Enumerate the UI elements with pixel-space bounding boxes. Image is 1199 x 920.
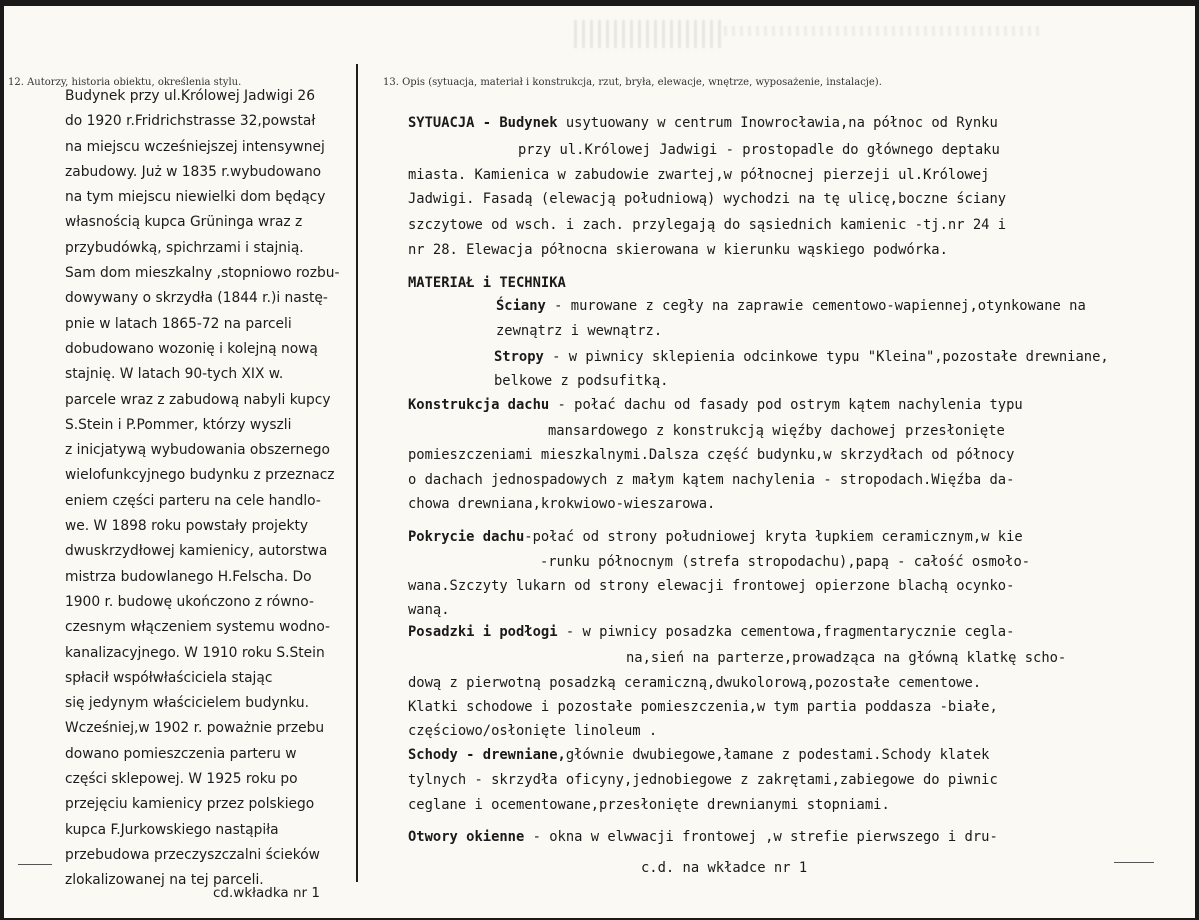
description-line: [496, 297, 1086, 315]
description-text-span: - murowane z cegły na zaprawie cementowo-wapiennej,otynkowane na: [545, 298, 1086, 314]
history-line: części sklepowej. W 1925 roku po: [65, 771, 298, 788]
history-line: spłacił współwłaściciela stając: [65, 669, 273, 686]
history-line: Budynek przy ul.Królowej Jadwigi 26: [65, 88, 315, 104]
history-line: mistrza budowlanego H.Felscha. Do: [65, 568, 312, 585]
history-line: dowano pomieszczenia parteru w: [65, 745, 297, 762]
description-text-span: usytuowany w centrum Inowrocławia,na północ od Rynku: [557, 115, 998, 131]
description-line: [626, 649, 1066, 667]
description-line: [408, 796, 890, 814]
description-line: [408, 166, 989, 184]
description-line: [408, 396, 1023, 414]
description-line: [408, 577, 1014, 595]
description-text-span: przy ul.Królowej Jadwigi - prostopadle do głównego deptaku: [518, 142, 1000, 158]
description-line: [408, 601, 450, 619]
history-line: przebudowa przeczyszczalni ścieków: [65, 846, 320, 863]
description-text-span: o dachach jednospadowych z małym kątem nachylenia - stropodach.Więźba da-: [408, 472, 1015, 488]
description-line: [408, 746, 989, 764]
description-text-span: - w piwnicy posadzka cementowa,fragmentarycznie cegla-: [557, 624, 1015, 640]
history-line: stajnię. W latach 90-tych XIX w.: [65, 366, 284, 383]
description-text-span: częściowo/osłonięte linoleum .: [408, 723, 658, 739]
description-text-span: - w piwnicy sklepienia odcinkowe typu "Kleina",pozostałe drewniane,: [543, 349, 1109, 365]
history-line: 1900 r. budowę ukończono z równo-: [65, 593, 314, 610]
description-text-span: wana.Szczyty lukarn od strony elewacji frontowej opierzone blachą ocynko-: [408, 578, 1015, 594]
description-text-span: waną.: [408, 602, 450, 618]
description-text-span: nr 28. Elewacja północna skierowana w kierunku wąskiego podwórka.: [408, 242, 948, 258]
document-sheet: [4, 6, 1195, 918]
history-line: dwuskrzydłowej kamienicy, autorstwa: [65, 543, 328, 560]
description-line: [408, 274, 566, 292]
description-line: [408, 674, 981, 692]
section-label: Pokrycie dachu: [408, 529, 525, 545]
faded-stamp: [724, 26, 1044, 36]
history-line: czesnym włączeniem systemu wodno-: [65, 619, 331, 636]
section-label: Posadzki i podłogi: [408, 624, 558, 640]
description-line: [408, 623, 1014, 641]
description-line: [408, 241, 948, 259]
description-text-span: na,sień na parterze,prowadząca na główną klatkę scho-: [626, 650, 1067, 666]
description-text-span: - połać dachu od fasady pod ostrym kątem nachylenia typu: [549, 397, 1023, 413]
description-line: [518, 141, 1000, 159]
history-line: przejęciu kamienicy przez polskiego: [65, 796, 315, 813]
description-line: [408, 722, 657, 740]
description-line: [548, 422, 1005, 440]
description-line: [408, 495, 715, 513]
description-text-span: Klatki schodowe i pozostałe pomieszczenia,w tym partia poddasza -białe,: [408, 699, 998, 715]
description-line: [494, 372, 668, 390]
description-line: [408, 471, 1014, 489]
history-line: parcele wraz z zabudową nabyli kupcy: [65, 391, 331, 408]
faded-stamp: [574, 20, 724, 48]
margin-tick: [18, 864, 52, 865]
description-text-span: ceglane i ocementowane,przesłonięte drewnianymi stopniami.: [408, 797, 890, 813]
description-text-span: miasta. Kamienica w zabudowie zwartej,w północnej pierzeji ul.Królowej: [408, 167, 990, 183]
section-label: SYTUACJA - Budynek: [408, 115, 558, 131]
section-label: Otwory okienne: [408, 829, 525, 845]
description-text-span: chowa drewniana,krokwiowo-wieszarowa.: [408, 496, 716, 512]
history-line: kupca F.Jurkowskiego nastąpiła: [65, 821, 279, 838]
right-continuation-note: c.d. na wkładce nr 1: [641, 860, 808, 876]
description-text-span: -runku północnym (strefa stropodachu),papą - całość osmoło-: [540, 554, 1031, 570]
history-line: do 1920 r.Fridrichstrasse 32,powstał: [65, 113, 316, 130]
description-line: [408, 114, 998, 132]
description-text-span: - okna w elwwacji frontowej ,w strefie pierwszego i dru-: [524, 829, 998, 845]
history-line: pnie w latach 1865-72 na parceli: [65, 315, 292, 332]
description-line: [408, 771, 998, 789]
description-line: [408, 190, 1006, 208]
history-line: na miejscu wcześniejszej intensywnej: [65, 138, 325, 155]
left-section-heading: 12. Autorzy, historia obiektu, określenia stylu.: [8, 77, 242, 88]
description-text-span: dową z pierwotną posadzką ceramiczną,dwukolorową,pozostałe cementowe.: [408, 675, 982, 691]
description-text-span: tylnych - skrzydła oficyny,jednobiegowe z zakrętami,zabiegowe do piwnic: [408, 772, 998, 788]
history-line: przybudówką, spichrzami i stajnią.: [65, 239, 304, 256]
history-line: wielofunkcyjnego budynku z przeznacz: [65, 467, 335, 484]
history-line: na tym miejscu niewielki dom będący: [65, 189, 326, 206]
description-text-span: Jadwigi. Fasadą (elewacją południową) wychodzi na tę ulicę,boczne ściany: [408, 191, 1007, 207]
history-line: eniem części parteru na cele handlo-: [65, 492, 321, 509]
left-continuation-note: cd.wkładka nr 1: [213, 885, 320, 901]
description-line: [408, 528, 1023, 546]
description-line: [540, 553, 1030, 571]
description-text-span: belkowe z podsufitką.: [494, 373, 669, 389]
right-section-heading: 13. Opis (sytuacja, materiał i konstrukcja, rzut, bryła, elewacje, wnętrze, wyposażenie, instalacje).: [383, 77, 882, 88]
description-text-span: głównie dwubiegowe,łamane z podestami.Schody klatek: [565, 747, 990, 763]
margin-tick: [1114, 862, 1154, 863]
history-line: dowywany o skrzydła (1844 r.)i nastę-: [65, 290, 328, 307]
description-line: [494, 348, 1109, 366]
description-line: [408, 446, 1014, 464]
section-label: Ściany: [496, 298, 546, 314]
description-line: [496, 322, 662, 340]
history-line: kanalizacyjnego. W 1910 roku S.Stein: [65, 644, 325, 661]
description-text-span: -połać od strony południowej kryta łupkiem ceramicznym,w kie: [524, 529, 1023, 545]
history-line: z inicjatywą wybudowania obszernego: [65, 442, 330, 459]
history-line: się jedynym właścicielem budynku.: [65, 695, 310, 712]
section-label: Stropy: [494, 349, 544, 365]
description-text-span: mansardowego z konstrukcją więźby dachowej przesłonięte: [548, 423, 1005, 439]
section-label: Schody - drewniane,: [408, 747, 566, 763]
history-line: zlokalizowanej na tej parceli.: [65, 872, 264, 889]
section-label: Konstrukcja dachu: [408, 397, 550, 413]
section-label: MATERIAŁ i TECHNIKA: [408, 275, 566, 291]
description-text-span: zewnątrz i wewnątrz.: [496, 323, 663, 339]
history-line: we. W 1898 roku powstały projekty: [65, 518, 309, 535]
description-text-span: pomieszczeniami mieszkalnymi.Dalsza część budynku,w skrzydłach od północy: [408, 447, 1015, 463]
description-text-span: szczytowe od wsch. i zach. przylegają do sąsiednich kamienic -tj.nr 24 i: [408, 217, 1007, 233]
description-line: [408, 828, 998, 846]
history-line: dobudowano wozonię i kolejną nową: [65, 340, 318, 357]
description-line: [408, 698, 998, 716]
history-line: zabudowy. Już w 1835 r.wybudowano: [65, 163, 322, 180]
description-line: [408, 216, 1006, 234]
history-line: Wcześniej,w 1902 r. poważnie przebu: [65, 720, 325, 737]
history-line: S.Stein i P.Pommer, którzy wyszli: [65, 416, 292, 433]
history-line: Sam dom mieszkalny ,stopniowo rozbu-: [65, 265, 340, 282]
history-line: własnością kupca Grüninga wraz z: [65, 214, 303, 231]
history-text: [65, 84, 365, 894]
